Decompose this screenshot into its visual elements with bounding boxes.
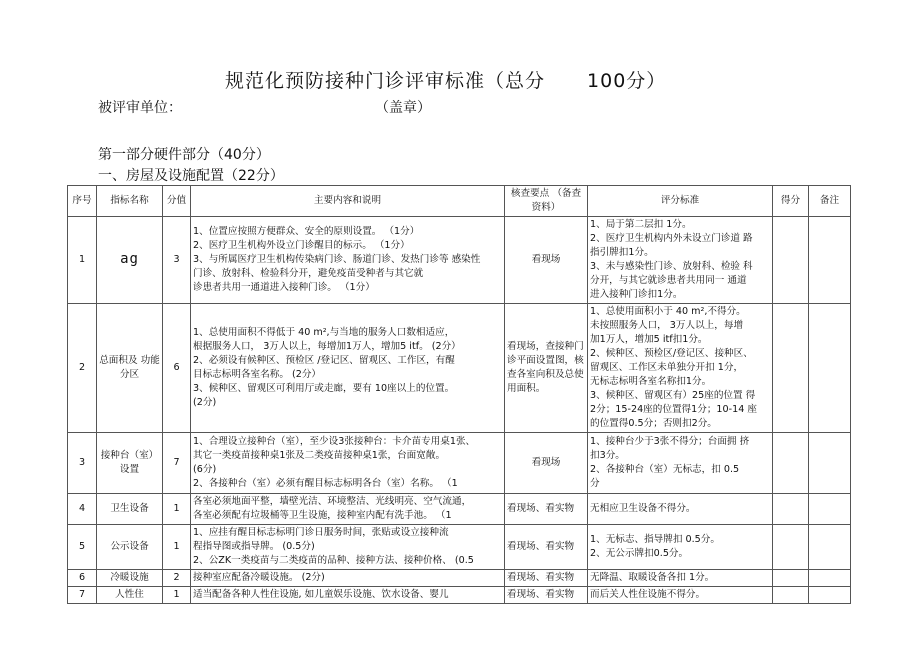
criteria-line: 2分；15-24座的位置得1分；10-14 座 [590, 404, 757, 415]
criteria-line: 分 [590, 478, 600, 489]
obtained-score-cell [773, 570, 809, 587]
criteria-line: 而后关人性住设施不得分。 [590, 589, 706, 600]
check-points: 看现场 [505, 217, 588, 304]
criteria-cell [588, 217, 773, 304]
content-line: 目标志标明各室名称。 (2分） [193, 369, 322, 380]
obtained-score-cell [773, 494, 809, 525]
check-points: 看现场、看实物 [505, 525, 588, 570]
title-text: 规范化预防接种门诊评审标准（总分 [225, 70, 546, 92]
remarks-cell [809, 217, 851, 304]
row-number: 1 [68, 217, 97, 304]
points-value: 3 [163, 217, 191, 304]
criteria-line: 2、各接种台（室）无标志，扣 0.5 [590, 464, 740, 475]
indicator-name [97, 217, 163, 304]
header-points: 分值 [163, 186, 191, 217]
title-total-score: 100分） [587, 70, 667, 92]
criteria-line: 无相应卫生设备不得分。 [590, 503, 696, 514]
remarks-cell [809, 304, 851, 433]
content-line: 1、合理设立接种台（室），至少设3张接种台：卡介苗专用桌1张、 [193, 436, 476, 447]
indicator-name: 总面积及 功能分区 [97, 304, 163, 433]
criteria-cell [588, 494, 773, 525]
content-cell [191, 494, 505, 525]
points-value: 1 [163, 587, 191, 604]
content-line: 其它一类疫苗接种桌1张及二类疫苗接种桌1张，台面宽敞。 [193, 450, 446, 461]
indicator-name-text: ag [120, 251, 139, 267]
indicator-name: 卫生设备 [97, 494, 163, 525]
header-content: 主要内容和说明 [191, 186, 505, 217]
content-line: (6分) [193, 464, 217, 475]
points-value: 2 [163, 570, 191, 587]
criteria-line: 1、局于第二层扣 1分。 [590, 219, 692, 230]
remarks-cell [809, 525, 851, 570]
header-indicator: 指标名称 [97, 186, 163, 217]
document-title [225, 66, 785, 93]
points-value: 7 [163, 433, 191, 494]
criteria-cell [588, 587, 773, 604]
content-line: 根据服务人口， 3万人以上，每增加1万人，增加5 itf。 (2分） [193, 341, 461, 352]
row-number: 2 [68, 304, 97, 433]
header-criteria: 评分标准 [588, 186, 773, 217]
header-remarks: 备注 [809, 186, 851, 217]
criteria-line: 无标志标明各室名称扣1分。 [590, 376, 712, 387]
row-number: 6 [68, 570, 97, 587]
content-line: 1、应挂有醒目标志标明门诊日服务时间，张贴或设立接种流 [193, 527, 449, 538]
table-row [68, 587, 851, 604]
criteria-line: 3、候种区、留观区有）25座的位置 得 [590, 390, 756, 401]
table-row [68, 525, 851, 570]
indicator-name: 接种台（室）设置 [97, 433, 163, 494]
criteria-line: 的位置得0.5分；否则扣2分。 [590, 418, 717, 429]
criteria-line: 指引牌扣1分。 [590, 247, 654, 258]
standards-table [67, 185, 851, 604]
header-check-points: 核查要点 （备查资料） [505, 186, 588, 217]
indicator-name: 公示设备 [97, 525, 163, 570]
content-line: 各室必须配有垃圾桶等卫生设施，接种室内配有洗手池。 （1 [193, 510, 452, 521]
table-row [68, 570, 851, 587]
indicator-name: 冷暖设施 [97, 570, 163, 587]
part-title: 第一部分硬件部分（40分） [98, 147, 270, 163]
evaluated-unit-line [98, 97, 431, 117]
points-value: 6 [163, 304, 191, 433]
check-points: 看现场、看实物 [505, 494, 588, 525]
content-cell [191, 525, 505, 570]
content-line: 接种室应配备冷暖设施。 (2分) [193, 572, 325, 583]
table-row [68, 304, 851, 433]
remarks-cell [809, 587, 851, 604]
row-number: 5 [68, 525, 97, 570]
content-line: 3、候种区、留观区可利用厅或走廊，要有 10座以上的位置。 [193, 383, 455, 394]
content-line: (2分) [193, 397, 217, 408]
content-line: 适当配备各种人性住设施, 如儿童娱乐设施、饮水设备、婴儿 [193, 589, 449, 600]
row-number: 7 [68, 587, 97, 604]
content-line: 3、与所属医疗卫生机构传染病门诊、肠道门诊、发热门诊等 感染性 [193, 254, 481, 265]
content-line: 1、位置应按照方便群众、安全的原则设置。 （1分） [193, 226, 420, 237]
criteria-line: 2、候种区、预检区/登记区、接种区、 [590, 348, 753, 359]
content-cell [191, 587, 505, 604]
remarks-cell [809, 570, 851, 587]
table-header-row [68, 186, 851, 217]
criteria-line: 分开，与其它就诊患者共用同一 通道 [590, 275, 747, 286]
obtained-score-cell [773, 217, 809, 304]
criteria-line: 3、未与感染性门诊、放射科、检验 科 [590, 261, 753, 272]
criteria-line: 加1万人，增加5 itf扣1分。 [590, 334, 708, 345]
criteria-line: 扣3分。 [590, 450, 625, 461]
remarks-cell [809, 433, 851, 494]
criteria-line: 2、无公示牌扣0.5分。 [590, 548, 689, 559]
table-row [68, 433, 851, 494]
content-cell [191, 304, 505, 433]
indicator-name: 人性住 [97, 587, 163, 604]
criteria-line: 1、总使用面积小于 40 m²,不得分。 [590, 306, 746, 317]
criteria-cell [588, 433, 773, 494]
obtained-score-cell [773, 525, 809, 570]
content-line: 2、公ZK一类疫苗与二类疫苗的品种、接种方法、接种价格、 (0.5 [193, 555, 474, 566]
content-line: 诊患者共用一通道进入接种门诊。 （1分） [193, 282, 375, 293]
content-line: 2、各接种台（室）必须有醒目标志标明各台（室）名称。 （1 [193, 478, 458, 489]
obtained-score-cell [773, 304, 809, 433]
header-obtained-score: 得分 [773, 186, 809, 217]
table-row [68, 494, 851, 525]
points-value: 1 [163, 494, 191, 525]
criteria-line: 留观区、工作区未单独分开扣 1分， [590, 362, 744, 373]
row-number: 3 [68, 433, 97, 494]
remarks-cell [809, 494, 851, 525]
criteria-line: 1、接种台少于3张不得分；台面拥 挤 [590, 436, 750, 447]
row-number: 4 [68, 494, 97, 525]
seal-label: （盖章） [375, 100, 431, 116]
check-points: 看现场、看实物 [505, 570, 588, 587]
content-line: 1、总使用面积不得低于 40 m²,与当地的服务人口数相适应， [193, 327, 455, 338]
obtained-score-cell [773, 433, 809, 494]
check-points: 看现场、看实物 [505, 587, 588, 604]
content-line: 各室必须地面平整，墙壁光洁、环境整洁、光线明亮、空气流通， [193, 496, 472, 507]
unit-label: 被评审单位： [98, 100, 182, 116]
criteria-cell [588, 525, 773, 570]
content-line: 门诊、放射科、检验科分开，避免疫苗受种者与其它就 [193, 268, 424, 279]
header-no: 序号 [68, 186, 97, 217]
criteria-line: 进入接种门诊扣1分。 [590, 289, 683, 300]
criteria-line: 未按照服务人口， 3万人以上，每增 [590, 320, 744, 331]
criteria-line: 无降温、取暖设备各扣 1分。 [590, 572, 715, 583]
check-points: 看现场 [505, 433, 588, 494]
content-cell [191, 570, 505, 587]
check-points: 看现场，查接种门诊平面设置图，核查各室向积及总使用面积。 [505, 304, 588, 433]
content-line: 程指导图或指导牌。 (0.5分) [193, 541, 315, 552]
obtained-score-cell [773, 587, 809, 604]
criteria-line: 1、无标志、指导牌扣 0.5分。 [590, 534, 720, 545]
section-title: 一、房屋及设施配置（22分） [98, 168, 284, 184]
content-line: 2、必须设有候种区、预检区 /登记区、留观区、工作区，有醒 [193, 355, 455, 366]
criteria-line: 2、医疗卫生机构内外未设立门诊道 路 [590, 233, 753, 244]
content-line: 2、医疗卫生机构外设立门诊醒目的标示。 （1分） [193, 240, 410, 251]
content-cell [191, 217, 505, 304]
content-cell [191, 433, 505, 494]
criteria-cell [588, 570, 773, 587]
points-value: 1 [163, 525, 191, 570]
table-row [68, 217, 851, 304]
criteria-cell [588, 304, 773, 433]
